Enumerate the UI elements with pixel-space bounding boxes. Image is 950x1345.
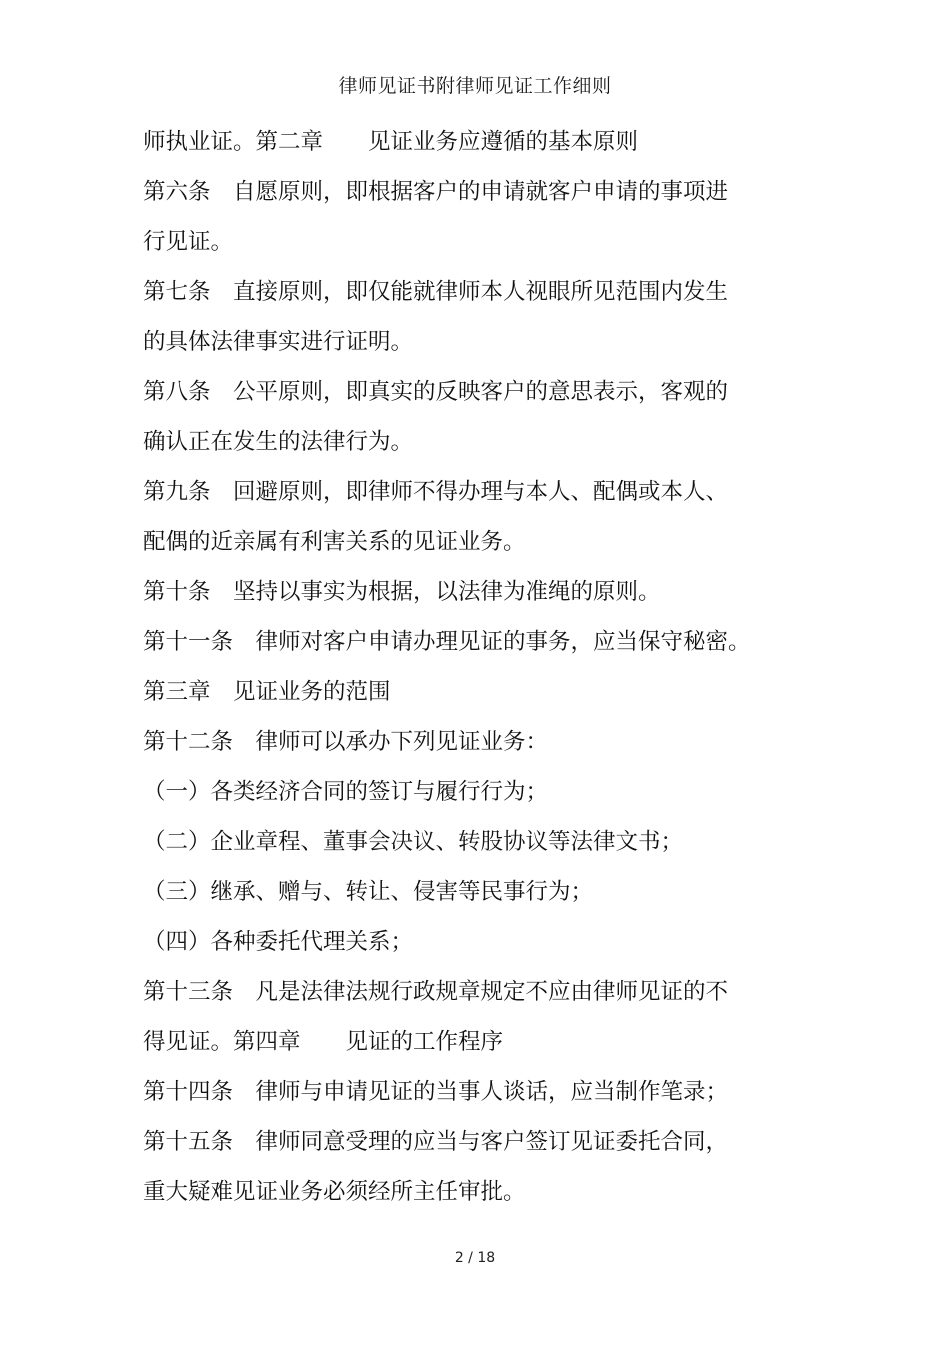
body-line: 第十三条 凡是法律法规行政规章规定不应由律师见证的不 — [143, 979, 729, 1005]
body-line: 第十一条 律师对客户申请办理见证的事务，应当保守秘密。 — [143, 629, 751, 655]
body-line: （三）继承、赠与、转让、侵害等民事行为； — [143, 879, 594, 905]
body-line: 第十条 坚持以事实为根据，以法律为准绳的原则。 — [143, 579, 661, 605]
body-line: 行见证。 — [143, 229, 234, 255]
body-line: 第八条 公平原则，即真实的反映客户的意思表示，客观的 — [143, 379, 729, 405]
body-line: 第十五条 律师同意受理的应当与客户签订见证委托合同， — [143, 1129, 729, 1155]
body-line: 重大疑难见证业务必须经所主任审批。 — [143, 1179, 526, 1205]
body-line: 第六条 自愿原则，即根据客户的申请就客户申请的事项进 — [143, 179, 729, 205]
body-line: 确认正在发生的法律行为。 — [143, 429, 414, 455]
body-line: 师执业证。第二章 见证业务应遵循的基本原则 — [143, 129, 639, 155]
body-line: 得见证。第四章 见证的工作程序 — [143, 1029, 504, 1055]
document-body — [143, 117, 783, 1217]
body-line: （二）企业章程、董事会决议、转股协议等法律文书； — [143, 829, 684, 855]
body-line: 第三章 见证业务的范围 — [143, 679, 391, 705]
page-number: 2 / 18 — [454, 1250, 496, 1266]
document-header-title: 律师见证书附律师见证工作细则 — [338, 75, 612, 97]
body-line: 的具体法律事实进行证明。 — [143, 329, 414, 355]
body-line: （四）各种委托代理关系； — [143, 929, 414, 955]
body-line: 配偶的近亲属有利害关系的见证业务。 — [143, 529, 526, 555]
body-line: （一）各类经济合同的签订与履行行为； — [143, 779, 549, 805]
body-line: 第十二条 律师可以承办下列见证业务： — [143, 729, 549, 755]
body-line: 第七条 直接原则，即仅能就律师本人视眼所见范围内发生 — [143, 279, 729, 305]
body-line: 第九条 回避原则，即律师不得办理与本人、配偶或本人、 — [143, 479, 729, 505]
body-line: 第十四条 律师与申请见证的当事人谈话，应当制作笔录； — [143, 1079, 729, 1105]
